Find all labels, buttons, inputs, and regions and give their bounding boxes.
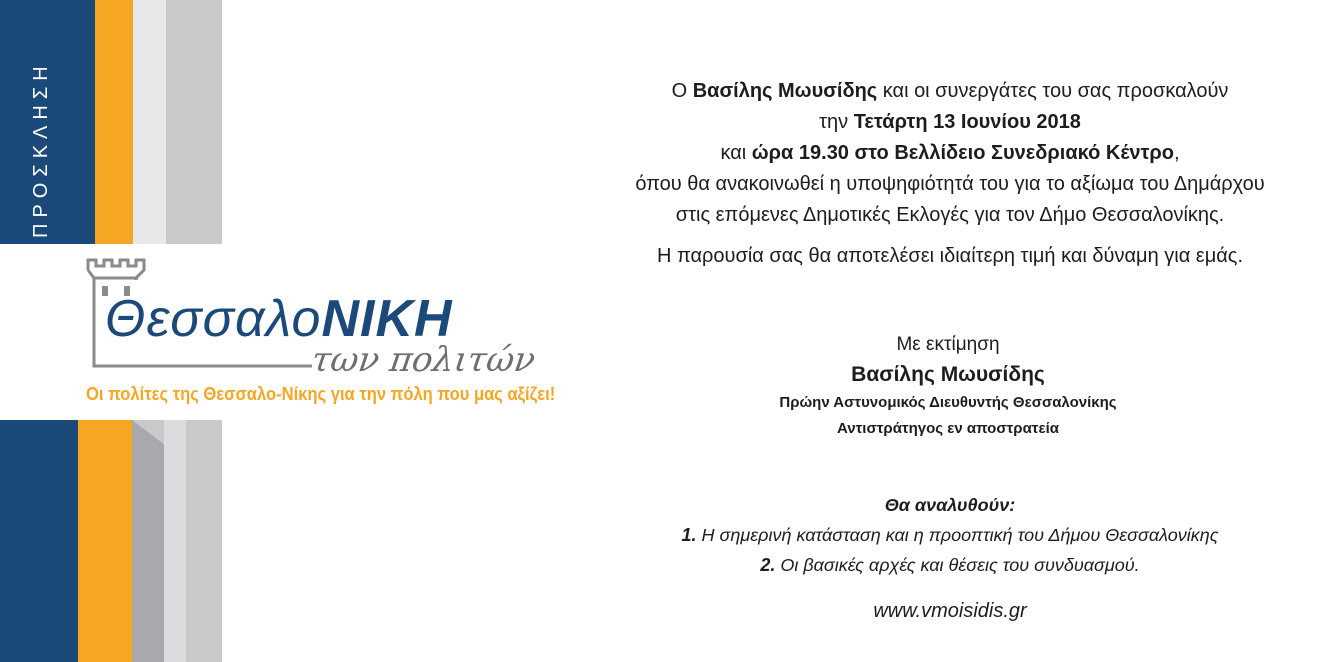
item-number: 2. xyxy=(760,555,776,575)
regards: Με εκτίμηση xyxy=(896,334,1000,355)
invitation-text xyxy=(560,76,1339,272)
text: και οι συνεργάτες του σας προσκαλούν xyxy=(877,80,1229,102)
topics-list xyxy=(590,490,1310,580)
topics-heading: Θα αναλυθούν: xyxy=(884,495,1016,515)
item-text: Οι βασικές αρχές και θέσεις του συνδυασμού. xyxy=(780,555,1140,575)
slogan: Οι πολίτες της Θεσσαλο-Νίκης για την πόλη που μας αξίζει! xyxy=(86,384,556,404)
logo-subtitle: των πολιτών xyxy=(309,340,538,380)
item-text: Η σημερινή κατάσταση και η προοπτική του Δήμου Θεσσαλονίκης xyxy=(701,525,1219,545)
stripe-darkgray-bottom xyxy=(132,420,164,662)
signer-name: Βασίλης Μωυσίδης xyxy=(851,363,1045,386)
invitation-line-3 xyxy=(560,138,1339,169)
stripe-gray-top xyxy=(166,0,222,244)
text: , xyxy=(1173,142,1180,164)
stripe-lightgray-bottom xyxy=(164,420,186,662)
logo-word-bold: ΝΙΚΗ xyxy=(321,290,453,348)
invitation-line-1 xyxy=(560,76,1339,107)
invitation-label: ΠΡΟΣΚΛΗΣΗ xyxy=(30,60,52,238)
list-item xyxy=(590,520,1310,550)
invitation-line-4: όπου θα ανακοινωθεί η υποψηφιότητά του για το αξίωμα του Δημάρχου xyxy=(635,173,1265,195)
host-name: Βασίλης Μωυσίδης xyxy=(692,80,878,102)
invitation-line-2 xyxy=(560,107,1339,138)
event-time-venue: ώρα 19.30 στο Βελλίδειο Συνεδριακό Κέντρο xyxy=(751,142,1174,164)
website-link[interactable]: www.vmoisidis.gr xyxy=(873,600,1027,622)
stripe-blue-bottom xyxy=(0,420,78,662)
logo-word-thin: Θεσσαλο xyxy=(105,290,322,348)
invitation-line-5: στις επόμενες Δημοτικές Εκλογές για τον Δήμο Θεσσαλονίκης. xyxy=(675,204,1225,226)
item-number: 1. xyxy=(681,525,697,545)
text: την xyxy=(819,111,854,133)
text: και xyxy=(720,142,752,164)
signer-title-2: Αντιστράτηγος εν αποστρατεία xyxy=(836,420,1059,437)
stripe-orange-top xyxy=(95,0,133,244)
signature-block xyxy=(742,330,1154,442)
invitation-line-6: Η παρουσία σας θα αποτελέσει ιδιαίτερη τιμή και δύναμη για εμάς. xyxy=(656,245,1244,267)
list-item xyxy=(590,550,1310,580)
stripe-orange-bottom xyxy=(78,420,132,662)
text: Ο xyxy=(671,80,693,102)
signer-title-1: Πρώην Αστυνομικός Διευθυντής Θεσσαλονίκης xyxy=(779,394,1117,411)
stripe-lightgray-top xyxy=(133,0,166,244)
event-date: Τετάρτη 13 Ιουνίου 2018 xyxy=(853,111,1081,133)
